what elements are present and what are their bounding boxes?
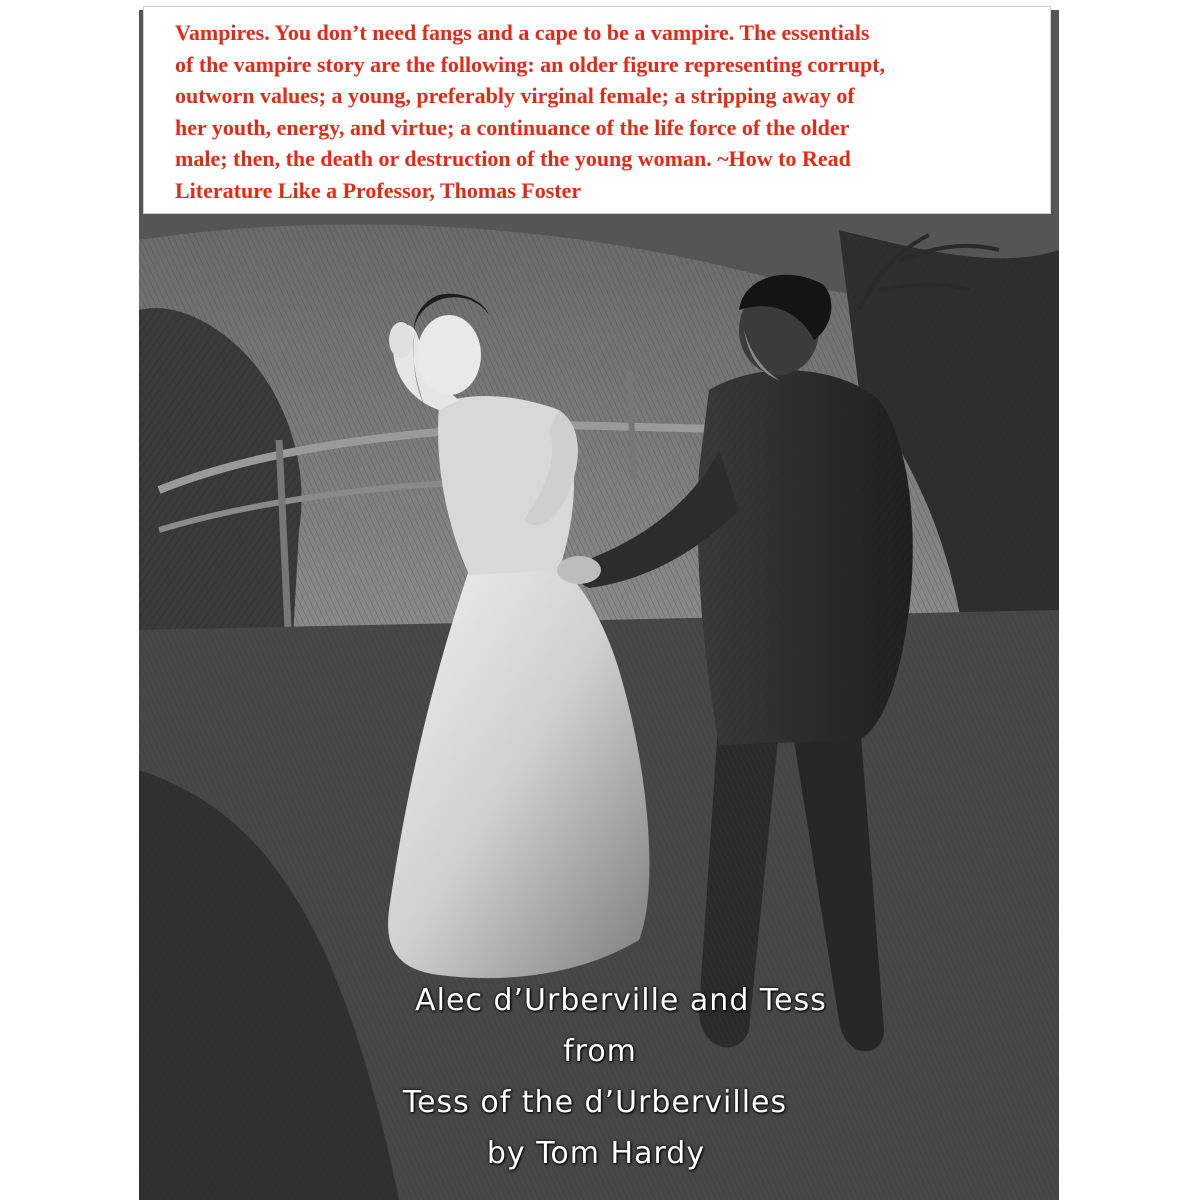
caption-book-line: Tess of the d’Urbervilles	[402, 1085, 788, 1120]
quote-box	[143, 6, 1051, 214]
caption-title-line: Alec d’Urberville and Tess	[415, 983, 827, 1018]
caption	[250, 975, 950, 1179]
caption-author-line: by Tom Hardy	[486, 1136, 706, 1171]
caption-from-line: from	[563, 1034, 637, 1069]
quote-text: Vampires. You don’t need fangs and a cape to be a vampire. The essentials of the vampire story are the following: an older figure representing corrupt, outworn values; a young, preferably virginal female; a stripping away of her youth, energy, and virtue; a continuance of the life force of the older male; then, the death or destruction of the young woman. ~How to Read Literature Like a Professor, Thomas Foster	[175, 20, 886, 203]
